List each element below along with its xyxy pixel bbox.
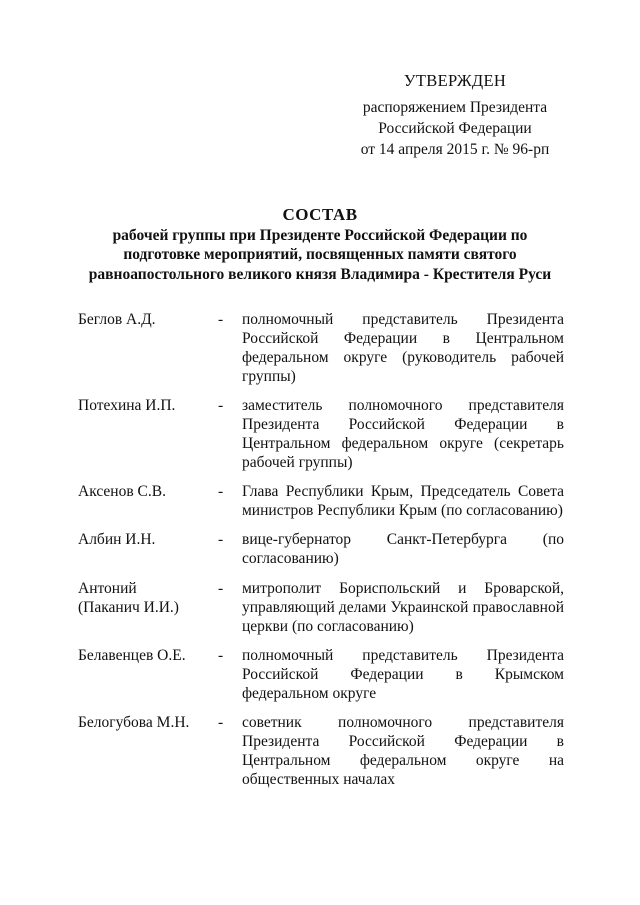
member-row [78, 646, 564, 703]
member-dash: - [218, 531, 224, 548]
approval-stamp [330, 70, 580, 160]
member-role: заместитель полномочного представителя Президента Российской Федерации в Центральном федеральном округе (секретарь рабочей группы) [242, 397, 564, 471]
member-role: Глава Республики Крым, Председатель Совета министров Республики Крым (по согласованию) [242, 483, 564, 519]
document-title [60, 205, 580, 284]
member-name: Албин И.Н. [78, 531, 156, 548]
member-role: вице-губернатор Санкт-Петербурга (по согласованию) [242, 531, 564, 567]
member-row [78, 482, 564, 520]
member-role: митрополит Бориспольский и Броварской, управляющий делами Украинской православной церкви (по согласованию) [242, 580, 564, 635]
member-dash: - [218, 397, 224, 414]
member-name: Белогубова М.Н. [78, 714, 190, 731]
member-row [78, 713, 564, 789]
member-row [78, 310, 564, 386]
member-dash: - [218, 580, 224, 597]
member-name: Беглов А.Д. [78, 311, 156, 328]
member-name: Потехина И.П. [78, 397, 176, 414]
member-row [78, 530, 564, 568]
member-row [78, 579, 564, 636]
title-line-3: равноапостольного великого князя Владимира - Крестителя Руси [88, 265, 552, 283]
member-dash: - [218, 483, 224, 500]
member-dash: - [218, 647, 224, 664]
member-role: полномочный представитель Президента Российской Федерации в Центральном федеральном округе (руководитель рабочей группы) [242, 311, 564, 385]
member-row [78, 396, 564, 472]
member-name: Антоний (Паканич И.И.) [78, 580, 179, 616]
member-name: Белавенцев О.Е. [78, 647, 186, 664]
member-name: Аксенов С.В. [78, 483, 166, 500]
approval-line-2: Российской Федерации [378, 120, 532, 137]
member-dash: - [218, 311, 224, 328]
title-line-2: подготовке мероприятий, посвященных памяти святого [123, 246, 517, 263]
member-dash: - [218, 714, 224, 731]
approval-line-3: от 14 апреля 2015 г. № 96-рп [360, 141, 550, 158]
member-role: советник полномочного представителя Президента Российской Федерации в Центральном федеральном округе на общественных началах [242, 714, 564, 788]
title-main: СОСТАВ [282, 205, 358, 224]
members-list [78, 310, 564, 789]
title-line-1: рабочей группы при Президенте Российской Федерации по [112, 226, 528, 244]
member-role: полномочный представитель Президента Российской Федерации в Крымском федеральном округе [242, 647, 564, 702]
approval-heading: УТВЕРЖДЕН [403, 71, 507, 90]
approval-line-1: распоряжением Президента [362, 99, 548, 116]
